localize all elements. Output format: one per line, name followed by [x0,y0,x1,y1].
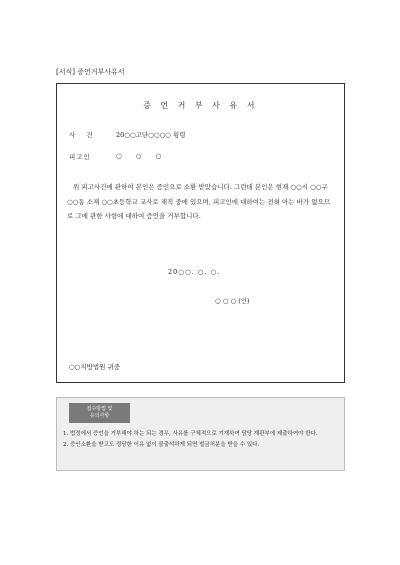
court-addressee: ○○지방법원 귀중 [69,363,121,371]
defendant-label: 피고인 [69,153,91,161]
document-form [56,83,345,383]
case-value: 20○○고단○○○○ 횡령 [116,131,186,139]
notice-item: 1. 법정에서 증언을 거부해야 하는 되는 경우, 사유를 구체적으로 기재하여 담당 재판부에 제출하여야 한다. [63,431,318,437]
notice-tab [69,403,130,423]
document-title: 증 언 거 부 사 유 서 [143,101,258,110]
witness-signature: ○ ○ ○ (인) [215,297,250,305]
case-label: 사건 [69,131,104,139]
notice-item: 2. 증인소환을 받고도 정당한 이유 없이 불출석하게 되면 벌금처분을 받을 수 있다. [63,442,260,448]
notice-tab-line2: 유의사항 [89,413,110,419]
form-label: [서식] 증언거부사유서 [56,68,125,76]
notice-list [63,429,340,451]
defendant-value: ○ ○ ○ [116,152,168,160]
statement-body: 위 피고사건에 관하여 본인은 증인으로 소환 받았습니다. 그런데 본인은 현재 ○○시 ○○구 ○○동 소재 ○○초등학교 교사로 재직 중에 있으며, 피고인에 대하여는 전혀 아는 바가 없으므로 그에 관한 사항에 대하여 증언을 거부합니다. [67,183,331,220]
notice-box [56,397,345,471]
notice-tab-line1: 접수방법 및 [86,406,113,412]
document-date: 20○○. ○. ○. [168,268,221,276]
